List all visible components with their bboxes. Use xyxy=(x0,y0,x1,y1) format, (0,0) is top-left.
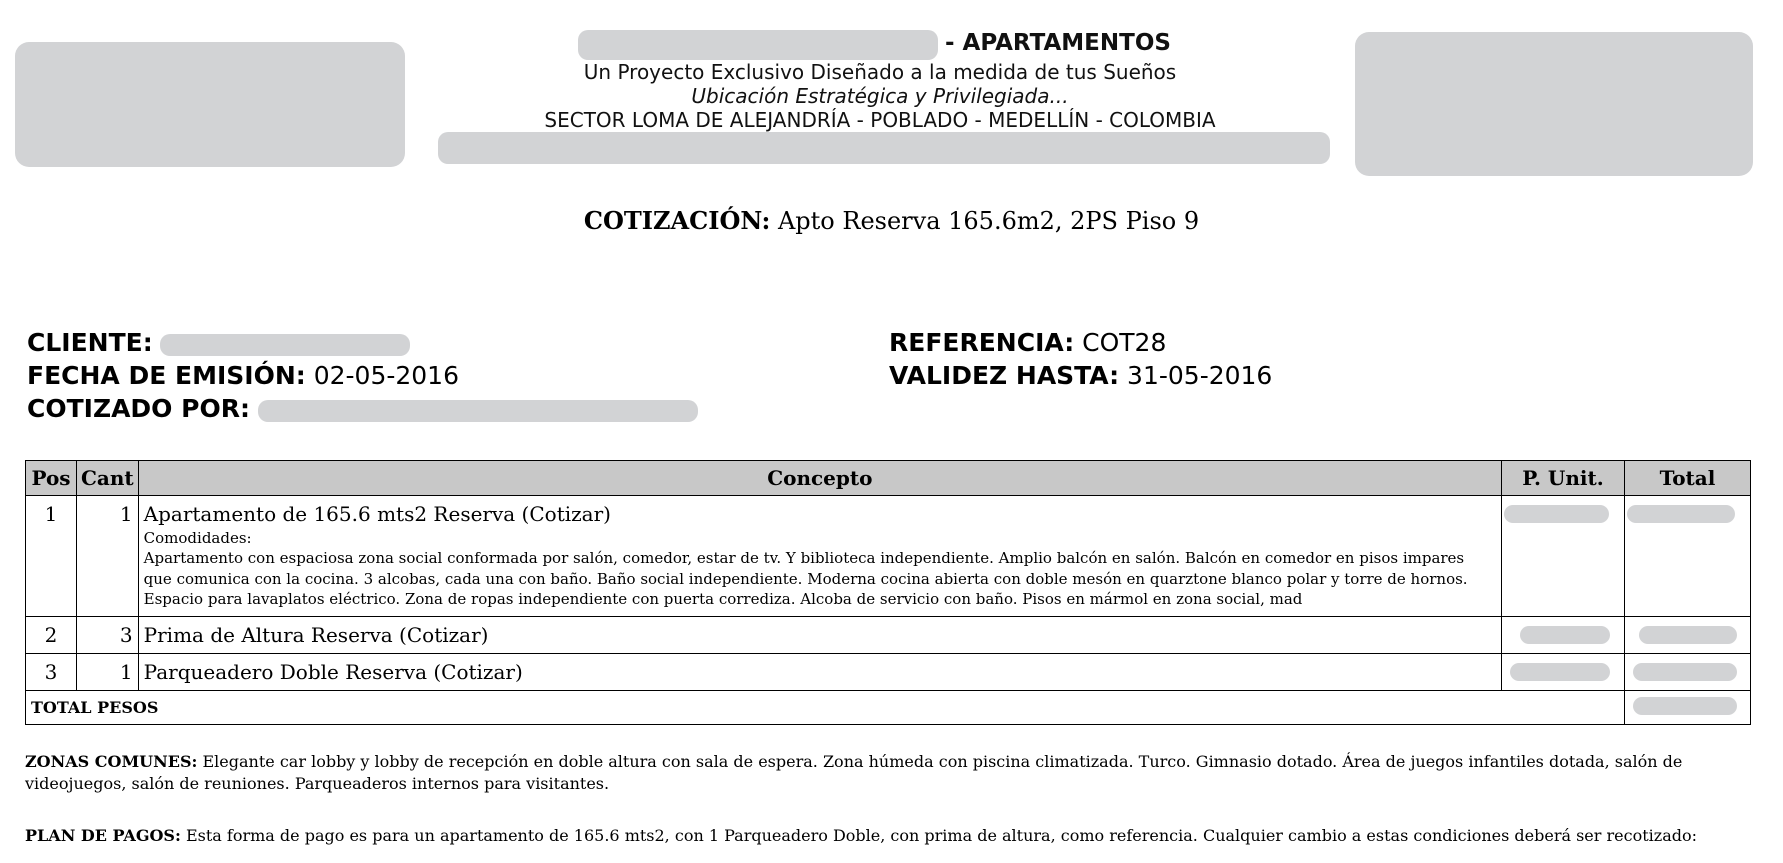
row-concept xyxy=(138,496,1501,617)
row-unit-price xyxy=(1502,616,1625,653)
row-cant: 1 xyxy=(77,653,139,690)
redacted-logo-left xyxy=(15,42,405,167)
redacted-unit-price xyxy=(1510,663,1610,681)
row-cant: 1 xyxy=(77,496,139,617)
header-cant: Cant xyxy=(77,461,139,496)
quoted-by-field xyxy=(27,394,250,423)
issue-date-value: 02-05-2016 xyxy=(313,361,459,390)
common-areas-label: ZONAS COMUNES: xyxy=(25,752,198,771)
header-location-tag: Ubicación Estratégica y Privilegiada... xyxy=(691,84,1069,108)
amenities-text: Apartamento con espaciosa zona social conformada por salón, comedor, estar de tv. Y biblioteca independiente. Amplio balcón en salón. Balcón en comedor en pisos impares que comunica con la cocina. 3 alcobas, cada una con baño. Baño social independiente. Moderna cocina abierta con doble mesón en quarztone blanco polar y torre de hornos. Espacio para lavaplatos eléctrico. Zona de ropas independiente con puerta corrediza. Alcoba de servicio con baño. Pisos en mármol en zona social, mad xyxy=(143,549,1468,608)
quote-table xyxy=(25,460,1751,725)
total-label: TOTAL PESOS xyxy=(26,690,1625,724)
valid-until-label: VALIDEZ HASTA: xyxy=(889,361,1120,390)
redacted-total xyxy=(1633,663,1737,681)
table-row xyxy=(26,653,1751,690)
quoted-by-label: COTIZADO POR: xyxy=(27,394,250,423)
redacted-quoted-by xyxy=(258,400,698,422)
redacted-grand-total xyxy=(1633,697,1737,715)
redacted-total xyxy=(1627,505,1735,523)
header-concept: Concepto xyxy=(138,461,1501,496)
row-total xyxy=(1625,496,1751,617)
common-areas-paragraph xyxy=(25,751,1745,795)
quote-title-label: COTIZACIÓN: xyxy=(583,206,771,235)
quote-title xyxy=(0,206,1783,235)
redacted-address-line xyxy=(438,132,1330,164)
client-label: CLIENTE: xyxy=(27,328,153,357)
payment-plan-paragraph xyxy=(25,825,1745,847)
row-total xyxy=(1625,653,1751,690)
header-tagline: Un Proyecto Exclusivo Diseñado a la medida de tus Sueños xyxy=(583,60,1177,84)
row-pos: 2 xyxy=(26,616,77,653)
row-cant: 3 xyxy=(77,616,139,653)
reference-field xyxy=(889,328,1166,357)
grand-total xyxy=(1625,690,1751,724)
quote-title-value: Apto Reserva 165.6m2, 2PS Piso 9 xyxy=(777,207,1200,235)
row-concept: Prima de Altura Reserva (Cotizar) xyxy=(138,616,1501,653)
row-concept: Parqueadero Doble Reserva (Cotizar) xyxy=(138,653,1501,690)
redacted-total xyxy=(1639,626,1737,644)
row-unit-price xyxy=(1502,653,1625,690)
table-row xyxy=(26,616,1751,653)
reference-value: COT28 xyxy=(1082,328,1167,357)
redacted-client-name xyxy=(160,334,410,356)
brand-title: - APARTAMENTOS xyxy=(945,30,1171,56)
redacted-unit-price xyxy=(1520,626,1610,644)
row-pos: 1 xyxy=(26,496,77,617)
redacted-logo-right xyxy=(1355,32,1753,176)
reference-label: REFERENCIA: xyxy=(889,328,1075,357)
redacted-project-name xyxy=(578,30,938,60)
row-pos: 3 xyxy=(26,653,77,690)
amenities-label: Comodidades: xyxy=(143,529,252,547)
header-pos: Pos xyxy=(26,461,77,496)
issue-date-field xyxy=(27,361,459,390)
valid-until-value: 31-05-2016 xyxy=(1127,361,1273,390)
issue-date-label: FECHA DE EMISIÓN: xyxy=(27,361,306,390)
valid-until-field xyxy=(889,361,1272,390)
payment-plan-label: PLAN DE PAGOS: xyxy=(25,826,181,845)
redacted-unit-price xyxy=(1504,505,1609,523)
payment-plan-text: Esta forma de pago es para un apartamento de 165.6 mts2, con 1 Parqueadero Doble, con prima de altura, como referencia. Cualquier cambio a estas condiciones deberá ser recotizado: xyxy=(185,826,1697,845)
row-total xyxy=(1625,616,1751,653)
table-header-row xyxy=(26,461,1751,496)
header-sector: SECTOR LOMA DE ALEJANDRÍA - POBLADO - MEDELLÍN - COLOMBIA xyxy=(544,108,1216,132)
concept-title: Apartamento de 165.6 mts2 Reserva (Cotizar) xyxy=(143,502,611,526)
table-total-row xyxy=(26,690,1751,724)
client-field xyxy=(27,328,153,357)
common-areas-text: Elegante car lobby y lobby de recepción en doble altura con sala de espera. Zona húmeda con piscina climatizada. Turco. Gimnasio dotado. Área de juegos infantiles dotada, salón de videojuegos, salón de reuniones. Parqueaderos internos para visitantes. xyxy=(25,752,1683,793)
row-unit-price xyxy=(1502,496,1625,617)
header-total: Total xyxy=(1625,461,1751,496)
table-row xyxy=(26,496,1751,617)
header-unit-price: P. Unit. xyxy=(1502,461,1625,496)
